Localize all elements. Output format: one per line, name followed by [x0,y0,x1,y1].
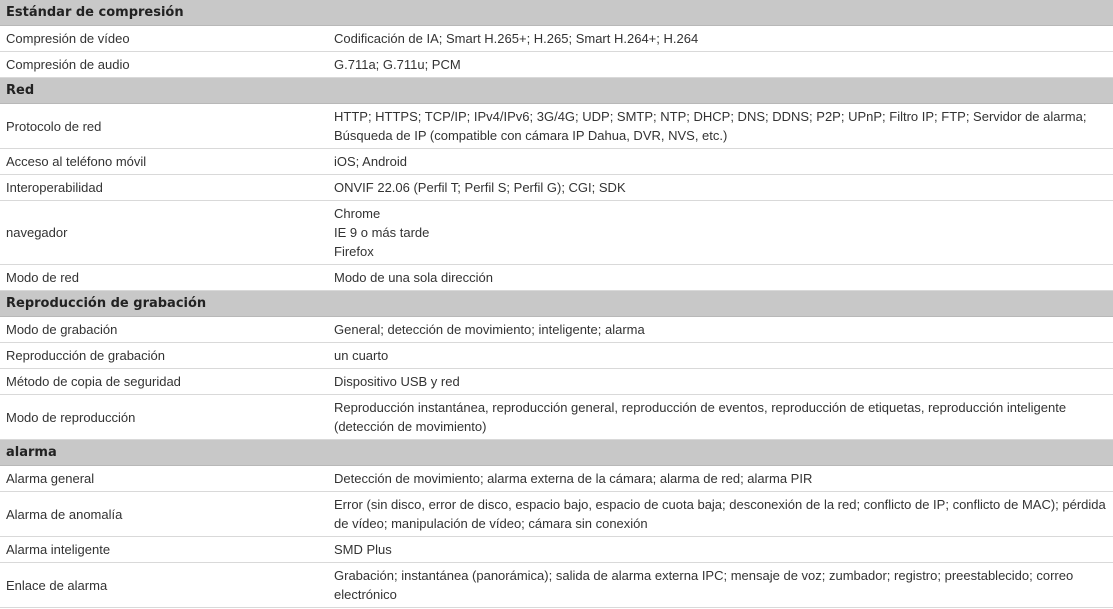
spec-label: Método de copia de seguridad [6,374,181,389]
spec-label: Compresión de vídeo [6,31,130,46]
spec-value-line: Grabación; instantánea (panorámica); salida de alarma externa IPC; mensaje de voz; zumbador; registro; preestablecido; correo electrónico [334,568,1074,602]
spec-value-line: Chrome [334,206,381,221]
spec-label: navegador [6,225,68,240]
spec-value [334,175,1113,200]
section-header-network [0,78,1113,104]
table-row [0,149,1113,175]
spec-label: Protocolo de red [6,118,102,134]
spec-label: Reproducción de grabación [6,348,165,363]
spec-value [334,369,1113,394]
spec-value-line: HTTP; HTTPS; TCP/IP; IPv4/IPv6; 3G/4G; UDP; SMTP; NTP; DHCP; DNS; DDNS; P2P; UPnP; Filtro IP; FTP; Servidor de alarma; Búsqueda de IP (compatible con cámara IP Dahua, DVR, NVS, etc.) [334,109,1087,143]
spec-value [334,492,1113,536]
section-title: Reproducción de grabación [6,296,207,311]
spec-value-line: General; detección de movimiento; inteligente; alarma [334,322,645,337]
table-row [0,201,1113,265]
spec-value [334,395,1113,439]
spec-value [334,52,1113,77]
table-row [0,175,1113,201]
spec-label: Alarma general [6,471,95,486]
spec-label: Modo de reproducción [6,409,136,425]
spec-value-line: Error (sin disco, error de disco, espacio bajo, espacio de cuota baja; desconexión de la red; conflicto de IP; conflicto de MAC); pérdida de vídeo; manipulación de vídeo; cámara sin conexión [334,497,1106,531]
spec-value [334,317,1113,342]
spec-value [334,343,1113,368]
spec-value-line: G.711a; G.711u; PCM [334,57,461,72]
spec-value [334,201,1113,264]
spec-value [334,265,1113,290]
spec-value-line: iOS; Android [334,154,407,169]
section-title: alarma [6,445,57,460]
spec-value-line: Reproducción instantánea, reproducción general, reproducción de eventos, reproducción de etiquetas, reproducción inteligente (detección de movimiento) [334,400,1067,434]
spec-value-line: IE 9 o más tarde [334,225,430,240]
spec-value-line: ONVIF 22.06 (Perfil T; Perfil S; Perfil G); CGI; SDK [334,180,626,195]
spec-value [334,149,1113,174]
spec-value-line: Detección de movimiento; alarma externa de la cámara; alarma de red; alarma PIR [334,471,813,486]
table-row [0,52,1113,78]
table-row [0,563,1113,608]
table-row [0,26,1113,52]
spec-value [334,466,1113,491]
spec-label: Interoperabilidad [6,180,103,195]
spec-label: Enlace de alarma [6,577,108,593]
table-row [0,537,1113,563]
spec-value [334,104,1113,148]
spec-label: Acceso al teléfono móvil [6,154,147,169]
spec-value [334,537,1113,562]
spec-label: Compresión de audio [6,57,130,72]
section-header-playback [0,291,1113,317]
table-row [0,317,1113,343]
table-row [0,369,1113,395]
table-row [0,395,1113,440]
table-row [0,265,1113,291]
table-row [0,343,1113,369]
section-header-alarm [0,440,1113,466]
spec-label: Alarma de anomalía [6,506,123,522]
spec-value-line: Dispositivo USB y red [334,374,460,389]
section-title: Estándar de compresión [6,5,184,20]
spec-value [334,26,1113,51]
table-row [0,492,1113,537]
table-row [0,466,1113,492]
spec-label: Modo de grabación [6,322,118,337]
section-header-compression [0,0,1113,26]
spec-value [334,563,1113,607]
spec-value-line: SMD Plus [334,542,392,557]
spec-value-line: Firefox [334,244,374,259]
section-title: Red [6,83,35,98]
spec-value-line: Codificación de IA; Smart H.265+; H.265; Smart H.264+; H.264 [334,31,699,46]
spec-label: Alarma inteligente [6,542,111,557]
table-row [0,104,1113,149]
spec-value-line: Modo de una sola dirección [334,270,493,285]
spec-label: Modo de red [6,270,79,285]
spec-value-line: un cuarto [334,348,389,363]
